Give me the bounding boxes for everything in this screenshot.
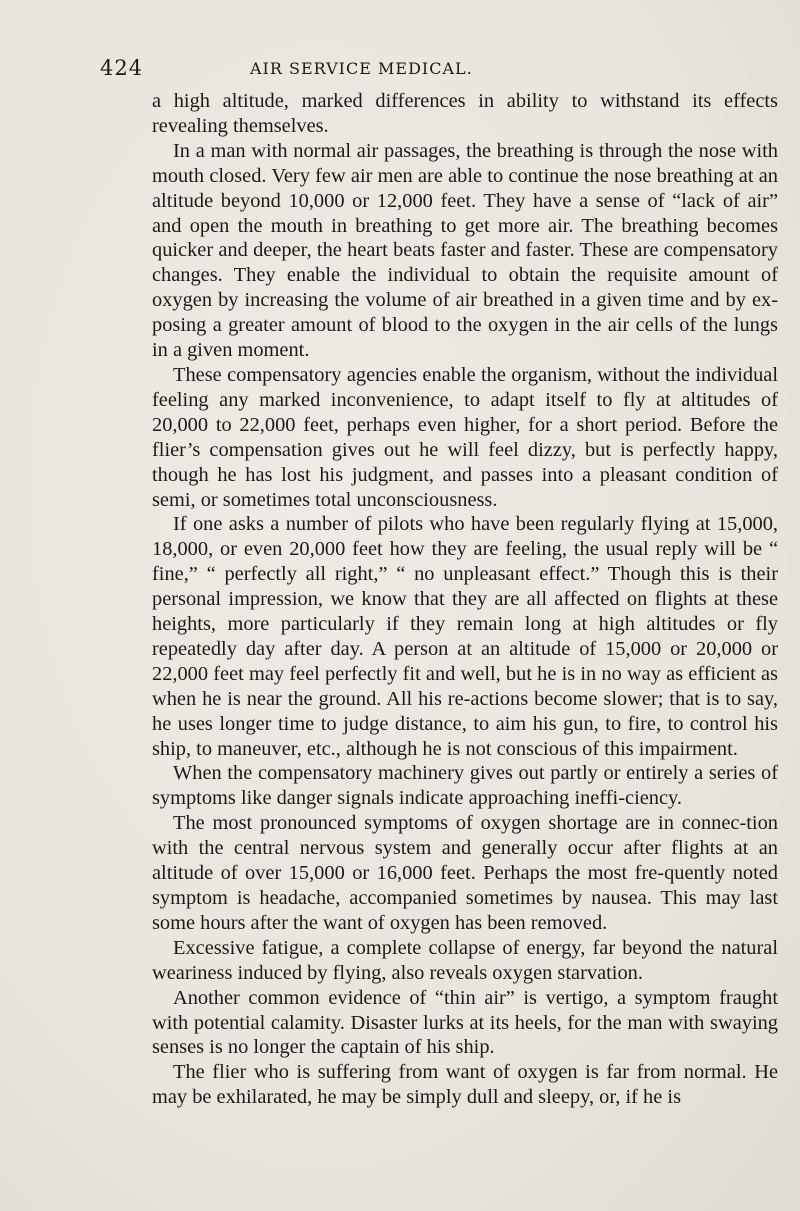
- paragraph: In a man with normal air passages, the breathing is through the nose with mouth closed. Very few air men are able to continue the nose breathing at an altitude beyond 10,000 or 12,000 feet. They have a sense of “lack of air” and open the mouth in breathing to get more air. The breathing becomes quicker and deeper, the heart beats faster and faster. These are compensatory changes. They enable the individual to obtain the requisite amount of oxygen by increasing the volume of air breathed in a given time and by ex-posing a greater amount of blood to the oxygen in the air cells of the lungs in a given moment.: [152, 139, 778, 362]
- paragraph: The flier who is suffering from want of oxygen is far from normal. He may be exhilarated, he may be simply dull and sleepy, or, if he is: [152, 1061, 778, 1109]
- paragraph: When the compensatory machinery gives out partly or entirely a series of symptoms like danger signals indicate approaching ineffi-ciency.: [152, 762, 778, 810]
- page-number: 424: [100, 56, 144, 80]
- paragraph: a high altitude, marked differences in ability to withstand its effects revealing themselves.: [152, 90, 778, 137]
- paragraph: The most pronounced symptoms of oxygen shortage are in connec-tion with the central nervous system and generally occur after flights at an altitude of over 15,000 or 16,000 feet. Perhaps the most fre-quently noted symptom is headache, accompanied sometimes by nausea. This may last some hours after the want of oxygen has been removed.: [152, 812, 778, 934]
- body-text: [152, 89, 778, 1110]
- paragraph: Another common evidence of “thin air” is vertigo, a symptom fraught with potential calamity. Disaster lurks at its heels, for the man with swaying senses is no longer the captain of his ship.: [152, 986, 778, 1059]
- running-head: AIR SERVICE MEDICAL.: [250, 59, 473, 78]
- paragraph: Excessive fatigue, a complete collapse of energy, far beyond the natural weariness induced by flying, also reveals oxygen starvation.: [152, 936, 778, 984]
- page-header: [100, 56, 670, 80]
- paragraph: These compensatory agencies enable the organism, without the individual feeling any marked inconvenience, to adapt itself to fly at altitudes of 20,000 to 22,000 feet, perhaps even higher, for a short period. Before the flier’s compensation gives out he will feel dizzy, but is perfectly happy, though he has lost his judgment, and passes into a pleasant condition of semi, or sometimes total unconsciousness.: [152, 363, 778, 511]
- paragraph: If one asks a number of pilots who have been regularly flying at 15,000, 18,000, or even 20,000 feet how they are feeling, the usual reply will be “ fine,” “ perfectly all right,” “ no unpleasant effect.” Though this is their personal impression, we know that they are all affected on flights at these heights, more particularly if they remain long at high altitudes or fly repeatedly day after day. A person at an altitude of 15,000 or 20,000 or 22,000 feet may feel perfectly fit and well, but he is in no way as efficient as when he is near the ground. All his re-actions become slower; that is to say, he uses longer time to judge distance, to aim his gun, to fire, to control his ship, to maneuver, etc., although he is not conscious of this impairment.: [152, 513, 778, 760]
